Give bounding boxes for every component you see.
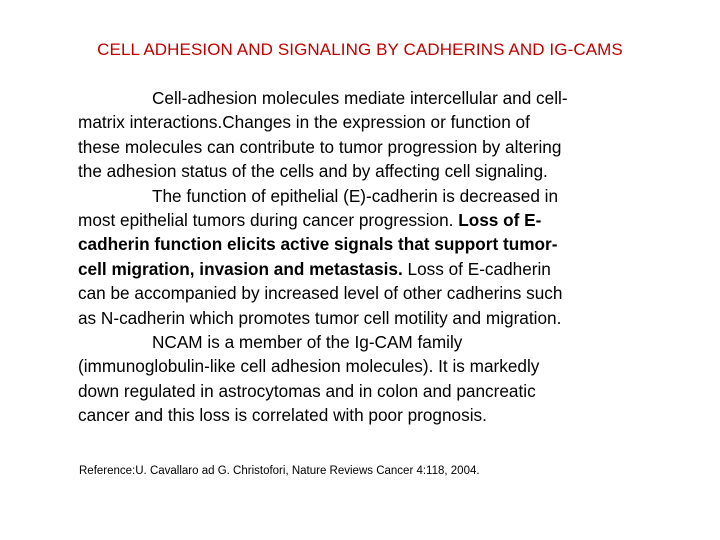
paragraph-1-line-2: matrix interactions.Changes in the expression or function of — [78, 112, 530, 133]
paragraph-1-line-4: the adhesion status of the cells and by affecting cell signaling. — [78, 161, 548, 182]
paragraph-2-line-4 — [78, 257, 650, 281]
paragraph-3-line-4: cancer and this loss is correlated with poor prognosis. — [78, 405, 487, 426]
paragraph-2-line-4-text: Loss of E-cadherin — [402, 258, 551, 279]
reference-citation: Reference:U. Cavallaro ad G. Christofori, Nature Reviews Cancer 4:118, 2004. — [79, 465, 480, 477]
paragraph-2-line-1: The function of epithelial (E)-cadherin is decreased in — [152, 185, 559, 206]
paragraph-1-line-3: these molecules can contribute to tumor progression by altering — [78, 136, 562, 157]
paragraph-2-line-6: as N-cadherin which promotes tumor cell motility and migration. — [78, 307, 562, 328]
paragraph-2-line-2 — [78, 208, 650, 232]
paragraph-1-line-1: Cell-adhesion molecules mediate intercellular and cell- — [152, 88, 568, 108]
paragraph-3-line-3: down regulated in astrocytomas and in colon and pancreatic — [78, 380, 536, 401]
body-text — [78, 86, 650, 427]
paragraph-2-line-3-bold: cadherin function elicits active signals that support tumor- — [78, 234, 558, 255]
paragraph-3-line-1: NCAM is a member of the Ig-CAM family — [152, 331, 463, 352]
paragraph-2-line-4-bold: cell migration, invasion and metastasis. — [78, 258, 403, 279]
paragraph-2-line-2-text: most epithelial tumors during cancer progression. — [78, 209, 459, 230]
paragraph-3-line-2: (immunoglobulin-like cell adhesion molecules). It is markedly — [78, 356, 540, 377]
paragraph-2-line-2-bold: Loss of E- — [458, 209, 542, 230]
paragraph-2-line-5: can be accompanied by increased level of other cadherins such — [78, 283, 563, 304]
slide-title: CELL ADHESION AND SIGNALING BY CADHERINS AND IG-CAMS — [97, 40, 623, 59]
